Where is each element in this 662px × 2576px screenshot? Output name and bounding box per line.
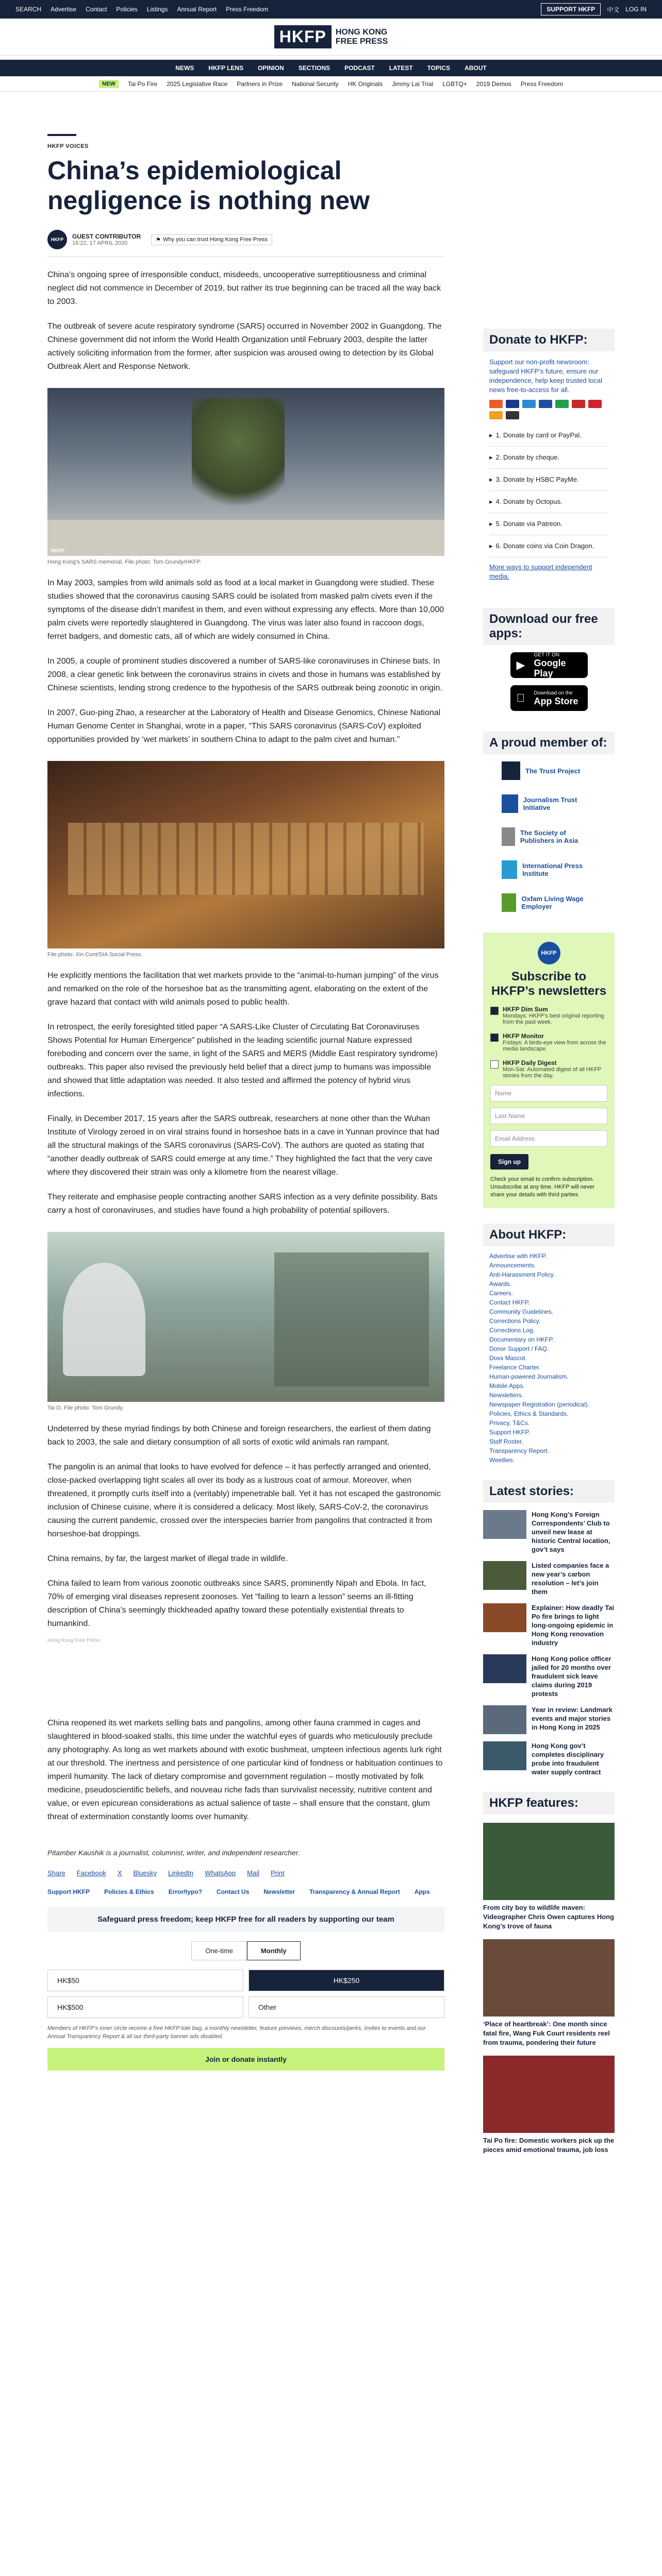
story-title: Year in review: Landmark events and major stories in Hong Kong in 2025 <box>532 1706 613 1731</box>
member-name: International Press Institute <box>522 862 583 877</box>
paragraph: He explicitly mentions the facilitation that wet markets provide to the “animal-to-human jumping” of the virus and remarked on the role of the horseshoe bat as the transmitting agent, elaborating on the extent of the grave hazard that contact with wild animals posed to public health. <box>47 971 439 1007</box>
article-title: China’s epidemiological negligence is nothing new <box>47 156 370 215</box>
donate-option[interactable] <box>489 469 608 491</box>
paragraph: The pangolin is an animal that looks to have evolved for defence – it has perfectly arranged and oriented, close-packed overlapping tight scales all over its body as a lustrous coat of armour. Moreover, when threatened, it promptly curls itself into a (veritably) impenetrable ball. Yet it has not escaped the gastronomic inclusion of Chinese cuisine, where it is considered a delicacy. Most likely, SARS-CoV-2, the coronavirus causing the current pandemic, crossed over the interspecies barrier from pangolins that contracted it from horseshoe-bat droppings. <box>47 1463 441 1538</box>
about-link[interactable]: Corrections Policy. <box>489 1317 541 1325</box>
sidebar <box>483 92 615 2155</box>
octopus-icon <box>489 411 503 419</box>
utility-links <box>15 6 268 13</box>
ticker-item[interactable]: Partners in Prize <box>237 80 283 88</box>
ticker-item[interactable]: 2019 Demos <box>476 80 511 88</box>
donate-option-label: 2. Donate by cheque. <box>495 453 560 461</box>
logo-mark: HKFP <box>274 25 332 48</box>
paragraph: In 2007, Guo-ping Zhao, a researcher at the Laboratory of Health and Disease Genomics, Chinese National Human Genome Center in Shanghai, wrote in a paper, “This SARS coronavirus (SARS-CoV) exploited opportunities provided by ‘wet markets’ in southern China to adapt to the palm civet and human.” <box>47 708 441 744</box>
newsletter-option <box>490 1006 607 1025</box>
about-link[interactable]: Policies, Ethics & Standards. <box>489 1410 569 1417</box>
support-link[interactable]: Contact Us <box>217 1888 250 1895</box>
about-link[interactable]: Transparency Report. <box>489 1447 549 1454</box>
donate-text[interactable]: Support our non-profit newsroom: safeguard HKFP’s future, ensure our independence, help keep trusted local news free-to-access for all. <box>489 358 602 394</box>
feature-title: ‘Place of heartbreak’: One month since fatal fire, Wang Fuk Court residents reel from trauma, pondering their future <box>483 2020 610 2046</box>
safeguard-banner: Safeguard press freedom; keep HKFP free for all readers by supporting our team <box>47 1907 444 1932</box>
story-thumbnail <box>483 1741 526 1770</box>
paragraph: Finally, in December 2017, 15 years after the SARS outbreak, researchers at none other than the Wuhan Institute of Virology zeroed in on viral strains found in horseshoe bats in a cave in Yunnan province that had all the structural makings of the SARS coronavirus (SARS-CoV). The authors are quoted as stating that “another deadly outbreak of SARS could emerge at any time.” They highlighted the fact that the very cave where they discovered their strain was only a kilometre from the nearest village. <box>47 1114 439 1177</box>
nav-item[interactable]: ABOUT <box>465 64 487 72</box>
share-link[interactable]: X <box>117 1869 122 1877</box>
story-title: Hong Kong’s Foreign Correspondents’ Club to unveil new lease at historic Central location, gov’t says <box>532 1511 610 1553</box>
member-logo[interactable] <box>483 787 615 820</box>
member-emblem-icon <box>502 794 518 813</box>
frequency-tabs <box>47 1941 444 1960</box>
about-link[interactable]: Freelance Charter. <box>489 1364 541 1371</box>
sars-memorial-photo <box>47 388 444 556</box>
share-link[interactable]: Mail <box>247 1869 259 1877</box>
about-link[interactable]: Corrections Log. <box>489 1327 535 1334</box>
topic-ticker <box>0 76 662 92</box>
newsletter-name: HKFP Daily Digest <box>503 1059 557 1066</box>
member-emblem-icon <box>502 860 517 879</box>
share-link[interactable]: LinkedIn <box>168 1869 194 1877</box>
newsletter-name: HKFP Dim Sum <box>503 1006 548 1013</box>
member-logo[interactable] <box>483 853 615 886</box>
name-input[interactable]: Name <box>490 1085 607 1101</box>
feature-image <box>483 2056 615 2133</box>
member-name: Oxfam Living Wage Employer <box>521 895 584 910</box>
share-link[interactable]: Share <box>47 1869 65 1877</box>
donate-options <box>489 425 608 557</box>
email-input[interactable]: Email Address <box>490 1130 607 1147</box>
support-link[interactable]: Newsletter <box>263 1888 295 1895</box>
utility-link[interactable]: Contact <box>86 6 107 13</box>
amount-option[interactable]: HK$50 <box>47 1970 243 1991</box>
latest-story[interactable] <box>483 1561 615 1596</box>
share-link[interactable]: Bluesky <box>133 1869 157 1877</box>
ticker-item[interactable]: HK Originals <box>347 80 383 88</box>
utility-link[interactable]: Advertise <box>51 6 77 13</box>
donate-option[interactable] <box>489 491 608 513</box>
share-link[interactable]: WhatsApp <box>205 1869 236 1877</box>
about-link[interactable]: Donor Support / FAQ. <box>489 1345 549 1352</box>
support-link[interactable]: Transparency & Annual Report <box>309 1888 400 1895</box>
support-button[interactable]: SUPPORT HKFP <box>541 3 601 15</box>
donate-option-label: 6. Donate coins via Coin Dragon. <box>495 542 594 550</box>
article-date: 16:22, 17 APRIL 2020 <box>72 240 128 246</box>
utility-link[interactable]: Press Freedom <box>226 6 269 13</box>
story-title: Hong Kong gov’t completes disciplinary probe into fraudulent water supply contract <box>532 1742 604 1776</box>
paragraph: In May 2003, samples from wild animals sold as food at a local market in Guangdong were studied. These studies showed that the coronavirus causing SARS could be isolated from masked palm civets even if the symptoms of the disease didn’t manifest in them, and even without expressing any effects. More than 10,000 palm civets were reportedly slaughtered in Guangdong. The virus was later also found in raccoon dogs, ferret badgers, and domestic cats, all of which are widely consumed in China. <box>47 579 444 641</box>
app-store-button[interactable] <box>510 685 588 711</box>
member-logos <box>483 754 615 919</box>
paragraph: China’s ongoing spree of irresponsible conduct, misdeeds, uncooperative surreptitiousness and criminal neglect did not commence in December of 2019, but rather its true beginning can be traced all the way back to 2003. <box>47 270 441 306</box>
story-thumbnail <box>483 1603 526 1632</box>
about-link[interactable]: Contact HKFP. <box>489 1299 530 1306</box>
member-emblem-icon <box>502 827 515 846</box>
member-name: The Trust Project <box>525 767 581 775</box>
utility-link[interactable]: Policies <box>116 6 138 13</box>
ticker-item[interactable]: Tai Po Fire <box>127 80 158 88</box>
about-link[interactable]: Staff Roster. <box>489 1438 523 1445</box>
utility-link[interactable]: Annual Report <box>177 6 217 13</box>
feature-story[interactable] <box>483 1823 615 1931</box>
donate-option-label: 1. Donate by card or PayPal. <box>495 431 582 439</box>
ticker-item[interactable]: Press Freedom <box>520 80 563 88</box>
member-emblem-icon <box>502 761 520 780</box>
donate-option-label: 4. Donate by Octopus. <box>495 498 562 505</box>
photo-caption: Tai O. File photo: Tom Grundy. <box>47 1405 124 1411</box>
newsletter-box <box>483 933 615 1208</box>
author-name[interactable]: GUEST CONTRIBUTOR <box>72 233 141 240</box>
share-bar <box>47 1869 444 1877</box>
newsletter-desc: Mon-Sat: Automated digest of all HKFP stories from the day. <box>503 1066 602 1079</box>
about-link[interactable]: Weetlies. <box>489 1456 515 1464</box>
language-link[interactable]: 中文 <box>607 6 620 13</box>
feature-image <box>483 1939 615 2016</box>
support-link[interactable]: Policies & Ethics <box>104 1888 154 1895</box>
donate-option[interactable] <box>489 513 608 535</box>
member-name: The Society of Publishers in Asia <box>520 829 578 844</box>
nav-item[interactable]: SECTIONS <box>298 64 330 72</box>
amount-option-selected[interactable]: HK$250 <box>249 1970 444 1991</box>
photo-caption: File photo: Xin Cont/SIA Social Press. <box>47 952 143 958</box>
newsletter-badge: HKFP <box>538 942 560 964</box>
about-link[interactable]: Advertise with HKFP. <box>489 1252 547 1260</box>
more-ways-link[interactable]: More ways to support independent media. <box>489 563 592 580</box>
donate-option[interactable] <box>489 425 608 447</box>
jcb-icon <box>555 400 569 408</box>
nav-item[interactable]: NEWS <box>175 64 194 72</box>
utility-link[interactable]: Listings <box>146 6 168 13</box>
apple-icon <box>517 691 525 705</box>
google-play-button[interactable] <box>510 652 588 678</box>
member-logo[interactable] <box>483 754 615 787</box>
donate-option[interactable] <box>489 447 608 469</box>
membership-note: Members of HKFP’s inner circle receive a free HKFP tote bag, a monthly newsletter, feature previews, merch discounts/perks, invites to events and our Annual Transparency Report & all our third-party banner ads disabled. <box>47 2025 426 2040</box>
nav-item[interactable]: PODCAST <box>344 64 375 72</box>
logo-line-2: FREE PRESS <box>335 37 388 46</box>
about-link[interactable]: Human-powered Journalism. <box>489 1373 569 1380</box>
newsletter-option <box>490 1059 607 1079</box>
checkbox[interactable] <box>490 1033 499 1042</box>
ticker-item[interactable]: Jimmy Lai Trial <box>392 80 434 88</box>
features-heading: HKFP features: <box>483 1792 615 1815</box>
latest-story[interactable] <box>483 1741 615 1776</box>
feature-story[interactable] <box>483 2056 615 2155</box>
mastercard-icon <box>489 400 503 408</box>
about-link[interactable]: Careers. <box>489 1290 514 1297</box>
chevron-right-icon: ▸ <box>489 542 493 550</box>
amex-icon <box>522 400 536 408</box>
ticker-item[interactable]: 2025 Legislative Race <box>167 80 228 88</box>
apps-heading: Download our free apps: <box>483 608 615 645</box>
about-link[interactable]: Doxx Mascot. <box>489 1354 527 1362</box>
about-link[interactable]: Anti-Harassment Policy. <box>489 1271 555 1278</box>
amount-option[interactable]: HK$500 <box>47 1996 243 2018</box>
chevron-right-icon: ▸ <box>489 431 493 439</box>
paragraph: China reopened its wet markets selling bats and pangolins, among other fauna crammed in cages and slaughtered in blood-soaked stalls, this time under the watchful eyes of guards who meticulously preclude any photography. As long as wet markets abound with exotic bushmeat, umpteen infectious agents lurk right at our threshold. The inertness and persistence of one particular kind of fondness or habituation continues to imperil humanity. The lack of dietary compromise and government regulation – mostly motivated by folk medicine, pseudoscientific beliefs, and nouveau riche fads than survivalist necessity, nutritive content and value, or even epicurean considerations as actual salience of taste – shall ensure that the constant, glum threat of extermination constantly looms over humanity. <box>47 1719 443 1821</box>
about-link[interactable]: Community Guidelines. <box>489 1308 554 1315</box>
latest-story[interactable] <box>483 1510 615 1554</box>
hkfp-logo[interactable] <box>274 25 388 48</box>
share-link[interactable]: Print <box>270 1869 285 1877</box>
paragraph: They reiterate and emphasise people contracting another SARS infection as a very definite possibility. Bats carry a host of coronaviruses, and studies have found a high probability of potential spillovers. <box>47 1193 438 1215</box>
member-emblem-icon <box>502 893 516 912</box>
support-link[interactable]: Apps <box>414 1888 430 1895</box>
about-link[interactable]: Documentary on HKFP. <box>489 1336 554 1343</box>
chevron-right-icon: ▸ <box>489 476 493 483</box>
member-heading: A proud member of: <box>483 732 615 754</box>
story-thumbnail <box>483 1561 526 1590</box>
payme-icon <box>588 400 602 408</box>
story-title: Explainer: How deadly Tai Po fire brings to light long-ongoing epidemic in Hong Kong renovation industry <box>532 1604 615 1647</box>
author-bio: Pitamber Kaushik is a journalist, columnist, writer, and independent researcher. <box>47 1849 300 1857</box>
member-name: Journalism Trust Initiative <box>523 796 577 811</box>
new-badge: NEW <box>99 80 119 88</box>
feature-image <box>483 1823 615 1900</box>
masthead <box>0 19 662 56</box>
ticker-item[interactable]: LGBTQ+ <box>442 80 467 88</box>
latest-list <box>483 1510 615 1776</box>
nav-item[interactable]: LATEST <box>389 64 413 72</box>
about-heading: About HKFP: <box>483 1224 615 1246</box>
newsletter-desc: Fridays: A birds-eye view from across the media landscape. <box>503 1040 606 1052</box>
about-link[interactable]: Announcements. <box>489 1262 536 1269</box>
member-logo[interactable] <box>483 886 615 919</box>
fps-icon <box>506 411 519 419</box>
search-link[interactable]: SEARCH <box>15 6 42 13</box>
newsletter-note: Check your email to confirm subscription. Unsubscribe at any time. HKFP will never share your details with third parties. <box>490 1176 595 1198</box>
photo-tag: HKFP <box>51 548 65 554</box>
donate-option-label: 5. Donate via Patreon. <box>495 520 562 528</box>
chevron-right-icon: ▸ <box>489 453 493 461</box>
donate-option[interactable] <box>489 535 608 557</box>
paragraph: In retrospect, the eerily foresighted titled paper “A SARS-Like Cluster of Circulating Bat Coronaviruses Shows Potential for Human Emergence” published in the leading scientific journal Nature expressed foreboding and concern over the same, in light of the SARS and MERS (Middle East respiratory syndrome) outbreaks. This paper also revised the previously held belief that a direct jump to humans was impossible and showed that little adaptation was needed. It also tested and affirmed the potency of hybrid virus infections. <box>47 1023 438 1098</box>
about-link[interactable]: Newspaper Registration (periodical). <box>489 1401 590 1408</box>
about-list <box>483 1251 615 1465</box>
nav-item[interactable]: TOPICS <box>427 64 451 72</box>
checkbox[interactable] <box>490 1060 499 1069</box>
share-link[interactable]: Facebook <box>76 1869 106 1877</box>
support-link[interactable]: Error/typo? <box>168 1888 203 1895</box>
byline <box>47 230 444 249</box>
about-link[interactable]: Awards. <box>489 1280 512 1287</box>
paragraph: China failed to learn from various zoonotic outbreaks since SARS, prominently Nipah and Ebola. In fact, 70% of emerging viral diseases represent zoonoses. Yet “failing to learn a lesson” seems an ill-fitting description of China’s seemingly thickheaded apathy toward these potentially existential threats to humankind. <box>47 1579 426 1628</box>
tai-o-photo <box>47 1232 444 1402</box>
amount-option-other[interactable]: Other <box>249 1996 444 2018</box>
trust-link[interactable] <box>151 234 272 245</box>
feature-story[interactable] <box>483 1939 615 2047</box>
newsletter-option <box>490 1032 607 1052</box>
latest-story[interactable] <box>483 1654 615 1698</box>
support-link[interactable]: Support HKFP <box>47 1888 90 1895</box>
amount-options <box>47 1970 444 2018</box>
latest-story[interactable] <box>483 1603 615 1647</box>
gp-big: Google Play <box>534 657 566 679</box>
tab-monthly[interactable]: Monthly <box>247 1941 301 1960</box>
logo-line-1: HONG KONG <box>335 27 388 37</box>
ad-label: Hong Kong Free Press <box>47 1638 100 1643</box>
unionpay-icon <box>572 400 585 408</box>
paragraph: In 2005, a couple of prominent studies discovered a number of SARS-like coronaviruses in Chinese bats. In 2008, a clear genetic link between the coronavirus strains in civets and those in humans was established by Chinese scientists, lending strong credence to the hypothesis of the SARS outbreak being zoonotic in origin. <box>47 657 442 692</box>
about-link[interactable]: Privacy, T&Cs. <box>489 1419 530 1427</box>
article <box>47 92 444 2071</box>
newsletter-heading: Subscribe to HKFP’s newsletters <box>491 970 607 998</box>
story-thumbnail <box>483 1510 526 1539</box>
story-title: Hong Kong police officer jailed for 20 months over fraudulent sick leave claims during 2019 protests <box>532 1655 611 1698</box>
about-link[interactable]: Mobile Apps. <box>489 1382 525 1389</box>
shield-icon: ⚑ <box>156 236 161 243</box>
member-logo[interactable] <box>483 820 615 853</box>
paypal-icon <box>539 400 552 408</box>
chevron-right-icon: ▸ <box>489 520 493 528</box>
ticker-item[interactable]: National Security <box>291 80 339 88</box>
donate-option-label: 3. Donate by HSBC PayMe. <box>495 476 579 483</box>
signup-button[interactable]: Sign up <box>490 1154 528 1170</box>
newsletter-desc: Mondays: HKFP’s best original reporting from the past week. <box>503 1013 604 1025</box>
newsletter-name: HKFP Monitor <box>503 1032 544 1040</box>
feature-title: Tai Po fire: Domestic workers pick up the pieces amid emotional trauma, job loss <box>483 2137 615 2154</box>
top-utility-bar <box>0 0 662 19</box>
about-link[interactable]: Support HKFP. <box>489 1429 531 1436</box>
last-name-input[interactable]: Last Name <box>490 1108 607 1124</box>
tab-one-time[interactable]: One-time <box>191 1941 246 1960</box>
story-thumbnail <box>483 1705 526 1734</box>
paragraph: Undeterred by these myriad findings by both Chinese and foreign researchers, the earliest of them dating back to 2003, the sale and dietary consumption of all sorts of exotic wild animals ran rampant. <box>47 1425 431 1447</box>
visa-icon <box>506 400 519 408</box>
payment-icons <box>489 400 608 419</box>
support-links <box>47 1888 444 1895</box>
chevron-right-icon: ▸ <box>489 498 493 505</box>
join-button[interactable]: Join or donate instantly <box>47 2048 444 2071</box>
kicker-label[interactable]: HKFP VOICES <box>47 143 89 149</box>
feature-title: From city boy to wildlife maven: Videographer Chris Owen captures Hong Kong’s trove of fauna <box>483 1904 615 1930</box>
trust-label: Why you can trust Hong Kong Free Press <box>163 236 268 243</box>
login-link[interactable]: LOG IN <box>625 6 647 13</box>
features-list <box>483 1823 615 2155</box>
gp-small: GET IT ON <box>534 652 560 658</box>
about-link[interactable]: Newsletters. <box>489 1392 524 1399</box>
story-title: Listed companies face a new year’s carbon resolution – let’s join them <box>532 1562 609 1596</box>
as-small: Download on the <box>534 690 573 696</box>
donate-heading: Donate to HKFP: <box>483 329 615 351</box>
nav-item[interactable]: OPINION <box>258 64 284 72</box>
story-thumbnail <box>483 1654 526 1683</box>
checkbox[interactable] <box>490 1007 499 1015</box>
main-nav <box>0 60 662 76</box>
play-icon: ▶ <box>516 658 525 671</box>
latest-story[interactable] <box>483 1705 615 1734</box>
market-photo <box>47 761 444 948</box>
photo-caption: Hong Kong’s SARS memorial. File photo: Tom Grundy/HKFP. <box>47 559 202 565</box>
as-big: App Store <box>534 696 578 706</box>
paragraph: The outbreak of severe acute respiratory syndrome (SARS) occurred in November 2002 in Guangdong. The Chinese government did not inform the World Health Organization until February 2003, despite the latter actively soliciting information from the former, after suspicion was aroused owing to detection by its Global Outbreak Alert and Response Network. <box>47 322 442 371</box>
paragraph: China remains, by far, the largest market of illegal trade in wildlife. <box>47 1554 288 1563</box>
author-avatar[interactable]: HKFP <box>47 230 67 249</box>
nav-item[interactable]: HKFP LENS <box>208 64 244 72</box>
latest-heading: Latest stories: <box>483 1480 615 1503</box>
kicker-rule <box>47 134 76 136</box>
